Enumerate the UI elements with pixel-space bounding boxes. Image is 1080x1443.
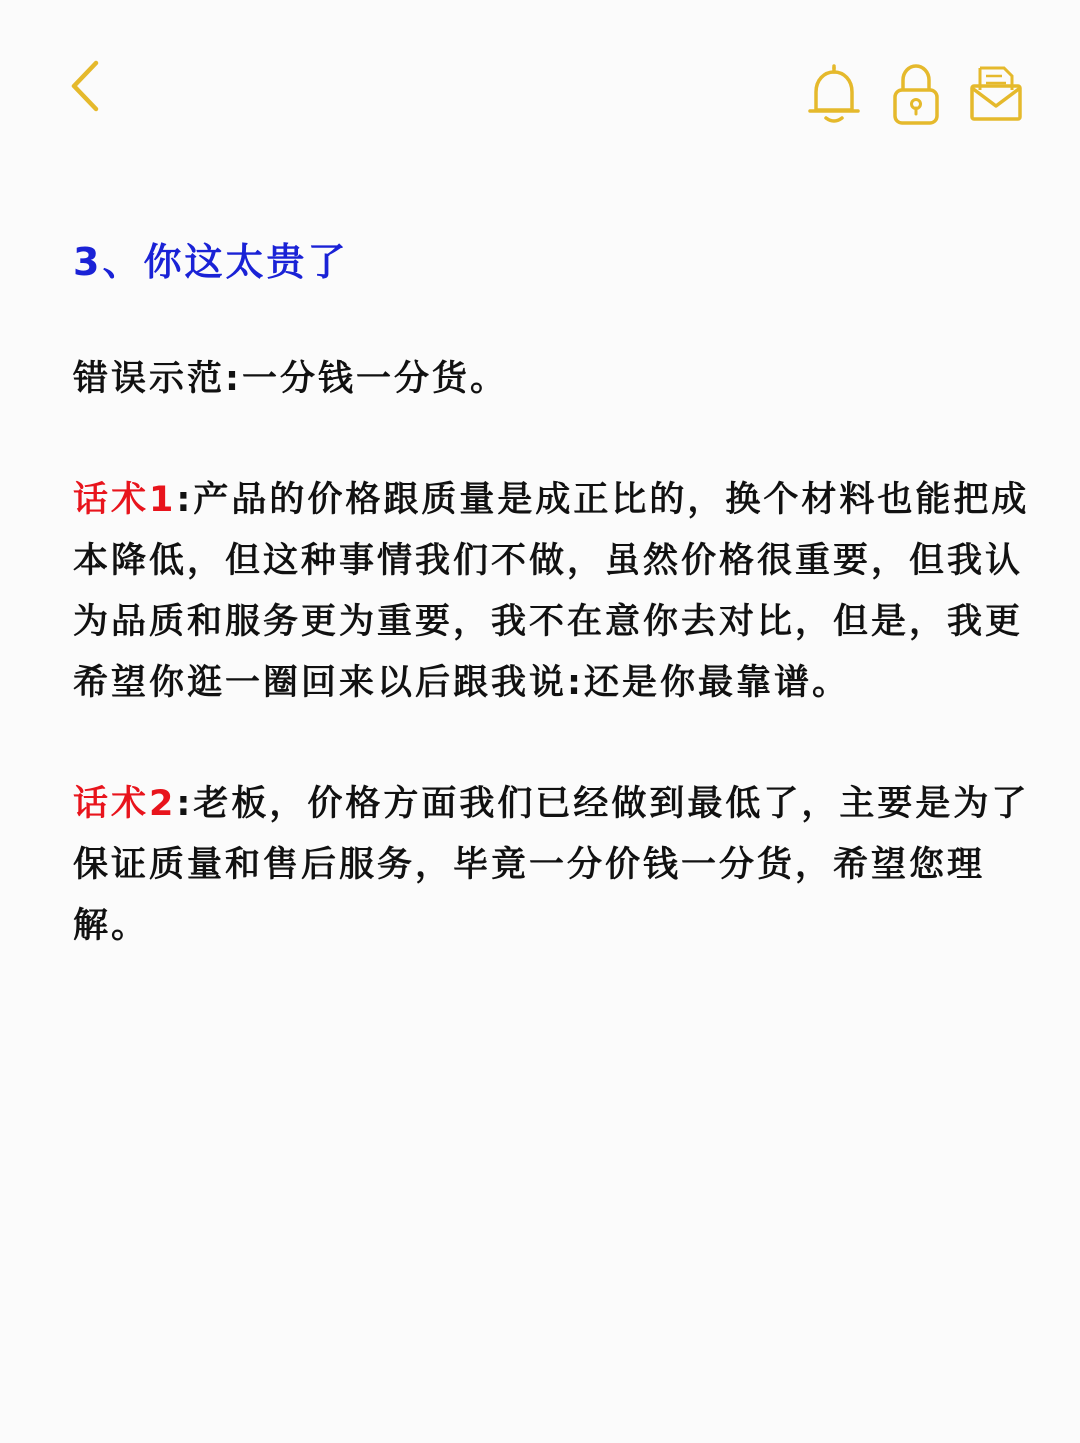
lock-icon (886, 62, 946, 128)
script-2-text: :老板，价格方面我们已经做到最低了，主要是为了保证质量和售后服务，毕竟一分价钱一分货，希望您理解。 (73, 784, 1030, 946)
script-1-paragraph (73, 470, 1038, 714)
wrong-example-text: 错误示范:一分钱一分货。 (73, 359, 508, 399)
article-content (73, 230, 1038, 957)
envelope-icon (966, 62, 1026, 128)
notification-button[interactable] (804, 62, 864, 128)
bell-icon (804, 62, 864, 128)
section-heading: 3、你这太贵了 (73, 240, 349, 284)
lock-button[interactable] (886, 62, 946, 128)
top-bar (0, 0, 1080, 140)
script-1-label: 话术1 (73, 480, 177, 520)
script-2-paragraph (73, 774, 1038, 957)
mail-button[interactable] (966, 62, 1026, 128)
script-2-label: 话术2 (73, 784, 177, 824)
chevron-left-icon (60, 55, 120, 119)
script-1-text: :产品的价格跟质量是成正比的，换个材料也能把成本降低，但这种事情我们不做，虽然价格很重要，但我认为品质和服务更为重要，我不在意你去对比，但是，我更希望你逛一圈回来以后跟我说:还是你最靠谱。 (73, 480, 1030, 703)
back-button[interactable] (60, 55, 120, 119)
